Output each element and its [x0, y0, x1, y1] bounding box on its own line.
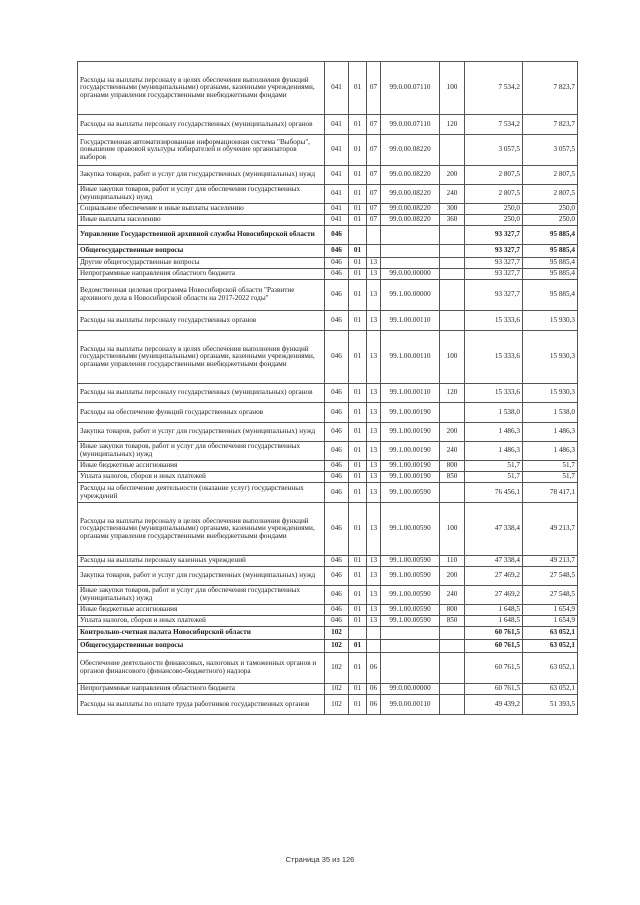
- table-row: [78, 640, 578, 653]
- row-rz: 01: [349, 695, 367, 715]
- row-ved: 046: [325, 384, 349, 403]
- row-rz: 01: [349, 653, 367, 684]
- row-vr: 200: [440, 567, 465, 586]
- row-amount-2: 51 393,5: [523, 695, 578, 715]
- row-csr: 99.0.00.00000: [381, 269, 440, 280]
- row-csr: 99.1.00.00000: [381, 280, 440, 311]
- row-vr: [440, 311, 465, 331]
- row-csr: 99.1.00.00590: [381, 503, 440, 556]
- row-vr: 800: [440, 605, 465, 616]
- row-vr: [440, 258, 465, 269]
- row-ved: 046: [325, 616, 349, 627]
- row-ved: 102: [325, 695, 349, 715]
- row-pr: 13: [367, 586, 381, 605]
- table-row: [78, 605, 578, 616]
- row-name: Общегосударственные вопросы: [78, 640, 325, 653]
- row-amount-1: 76 456,1: [465, 483, 523, 503]
- row-ved: 046: [325, 556, 349, 567]
- row-pr: 13: [367, 503, 381, 556]
- row-rz: 01: [349, 245, 367, 258]
- row-vr: [440, 684, 465, 695]
- row-pr: 13: [367, 472, 381, 483]
- table-row: [78, 226, 578, 245]
- row-pr: 13: [367, 403, 381, 423]
- row-vr: 120: [440, 115, 465, 135]
- row-pr: 06: [367, 695, 381, 715]
- row-rz: 01: [349, 616, 367, 627]
- row-name: Уплата налогов, сборов и иных платежей: [78, 472, 325, 483]
- row-ved: 046: [325, 226, 349, 245]
- row-csr: [381, 653, 440, 684]
- row-name: Расходы на обеспечение деятельности (оказание услуг) государственных учреждений: [78, 483, 325, 503]
- row-name: Непрограммные направления областного бюджета: [78, 684, 325, 695]
- row-name: Закупка товаров, работ и услуг для государственных (муниципальных) нужд: [78, 567, 325, 586]
- row-pr: 13: [367, 567, 381, 586]
- row-rz: 01: [349, 403, 367, 423]
- row-pr: [367, 640, 381, 653]
- row-csr: 99.1.00.00190: [381, 403, 440, 423]
- row-amount-2: 63 052,1: [523, 653, 578, 684]
- row-amount-1: 60 761,5: [465, 684, 523, 695]
- row-csr: 99.0.00.07110: [381, 115, 440, 135]
- row-csr: 99.1.00.00590: [381, 556, 440, 567]
- row-amount-1: 1 648,5: [465, 616, 523, 627]
- row-ved: 046: [325, 605, 349, 616]
- row-amount-2: 95 885,4: [523, 226, 578, 245]
- table-row: [78, 627, 578, 640]
- row-vr: [440, 280, 465, 311]
- row-rz: 01: [349, 269, 367, 280]
- row-csr: [381, 627, 440, 640]
- row-amount-2: 7 823,7: [523, 62, 578, 115]
- row-ved: 041: [325, 166, 349, 185]
- row-amount-1: 1 486,3: [465, 423, 523, 442]
- row-name: Контрольно-счетная палата Новосибирской области: [78, 627, 325, 640]
- row-amount-1: 47 338,4: [465, 556, 523, 567]
- row-vr: [440, 640, 465, 653]
- row-amount-2: 250,0: [523, 215, 578, 226]
- row-amount-2: 1 486,3: [523, 442, 578, 461]
- row-pr: 13: [367, 269, 381, 280]
- row-rz: 01: [349, 567, 367, 586]
- row-vr: 200: [440, 166, 465, 185]
- table-row: [78, 384, 578, 403]
- table-row: [78, 616, 578, 627]
- row-ved: 046: [325, 483, 349, 503]
- row-csr: 99.1.00.00190: [381, 442, 440, 461]
- row-vr: 200: [440, 423, 465, 442]
- row-name: Закупка товаров, работ и услуг для государственных (муниципальных) нужд: [78, 423, 325, 442]
- row-rz: 01: [349, 215, 367, 226]
- row-rz: 01: [349, 461, 367, 472]
- row-pr: 13: [367, 311, 381, 331]
- row-amount-2: 2 807,5: [523, 185, 578, 204]
- row-csr: [381, 640, 440, 653]
- row-rz: [349, 627, 367, 640]
- row-amount-1: 93 327,7: [465, 280, 523, 311]
- row-name: Ведомственная целевая программа Новосибирской области "Развитие архивного дела в Новосибирской области на 2017-2022 годы": [78, 280, 325, 311]
- row-vr: 800: [440, 461, 465, 472]
- row-pr: 07: [367, 115, 381, 135]
- row-pr: 07: [367, 204, 381, 215]
- row-pr: 13: [367, 616, 381, 627]
- row-amount-2: 78 417,1: [523, 483, 578, 503]
- row-vr: 240: [440, 442, 465, 461]
- row-csr: 99.1.00.00590: [381, 586, 440, 605]
- row-rz: 01: [349, 62, 367, 115]
- row-ved: 046: [325, 442, 349, 461]
- row-amount-1: 1 648,5: [465, 605, 523, 616]
- row-pr: 13: [367, 556, 381, 567]
- row-csr: [381, 258, 440, 269]
- row-rz: 01: [349, 605, 367, 616]
- row-pr: 07: [367, 166, 381, 185]
- row-amount-1: 60 761,5: [465, 640, 523, 653]
- row-amount-1: 27 469,2: [465, 567, 523, 586]
- row-csr: 99.0.00.08220: [381, 215, 440, 226]
- table-row: [78, 556, 578, 567]
- table-row: [78, 269, 578, 280]
- row-amount-2: 15 930,3: [523, 331, 578, 384]
- row-name: Иные закупки товаров, работ и услуг для обеспечения государственных (муниципальных) нужд: [78, 185, 325, 204]
- row-name: Социальное обеспечение и иные выплаты населению: [78, 204, 325, 215]
- row-name: Расходы на выплаты персоналу государственных (муниципальных) органов: [78, 115, 325, 135]
- row-amount-1: 51,7: [465, 461, 523, 472]
- row-name: Иные выплаты населению: [78, 215, 325, 226]
- row-amount-2: 95 885,4: [523, 245, 578, 258]
- row-pr: [367, 627, 381, 640]
- row-ved: 041: [325, 62, 349, 115]
- table-row: [78, 245, 578, 258]
- row-name: Расходы на выплаты персоналу казенных учреждений: [78, 556, 325, 567]
- row-amount-1: 3 057,5: [465, 135, 523, 166]
- row-csr: 99.1.00.00590: [381, 605, 440, 616]
- row-ved: 041: [325, 215, 349, 226]
- row-vr: [440, 135, 465, 166]
- row-vr: [440, 403, 465, 423]
- row-name: Непрограммные направления областного бюджета: [78, 269, 325, 280]
- row-rz: 01: [349, 684, 367, 695]
- row-vr: [440, 226, 465, 245]
- row-amount-1: 60 761,5: [465, 653, 523, 684]
- row-csr: 99.1.00.00590: [381, 483, 440, 503]
- row-amount-2: 51,7: [523, 472, 578, 483]
- row-rz: 01: [349, 472, 367, 483]
- budget-table-body: [78, 62, 578, 715]
- row-ved: 046: [325, 503, 349, 556]
- row-name: Расходы на выплаты персоналу государственных органов: [78, 311, 325, 331]
- table-row: [78, 331, 578, 384]
- row-amount-2: 51,7: [523, 461, 578, 472]
- row-rz: 01: [349, 556, 367, 567]
- row-amount-1: 7 534,2: [465, 62, 523, 115]
- table-row: [78, 567, 578, 586]
- row-name: Иные бюджетные ассигнования: [78, 605, 325, 616]
- budget-table: [77, 61, 578, 715]
- row-name: Иные бюджетные ассигнования: [78, 461, 325, 472]
- row-amount-1: 250,0: [465, 204, 523, 215]
- table-row: [78, 62, 578, 115]
- row-ved: 102: [325, 627, 349, 640]
- row-ved: 102: [325, 684, 349, 695]
- row-pr: 13: [367, 442, 381, 461]
- table-row: [78, 503, 578, 556]
- row-amount-2: 15 930,3: [523, 311, 578, 331]
- row-vr: 240: [440, 586, 465, 605]
- row-pr: 13: [367, 280, 381, 311]
- row-amount-2: 95 885,4: [523, 269, 578, 280]
- row-amount-1: 7 534,2: [465, 115, 523, 135]
- row-amount-2: 27 548,5: [523, 586, 578, 605]
- row-ved: 046: [325, 567, 349, 586]
- row-pr: 13: [367, 483, 381, 503]
- row-vr: 360: [440, 215, 465, 226]
- table-row: [78, 684, 578, 695]
- table-row: [78, 215, 578, 226]
- row-vr: 100: [440, 62, 465, 115]
- row-amount-1: 15 333,6: [465, 311, 523, 331]
- table-row: [78, 423, 578, 442]
- row-rz: 01: [349, 166, 367, 185]
- row-amount-2: 49 213,7: [523, 503, 578, 556]
- row-ved: 046: [325, 423, 349, 442]
- table-row: [78, 280, 578, 311]
- row-ved: 041: [325, 185, 349, 204]
- row-name: Расходы на выплаты персоналу в целях обеспечения выполнения функций государственными (муниципальными) органами, казенными учреждениями, органами управления государственными внебюджетными фондами: [78, 503, 325, 556]
- table-row: [78, 115, 578, 135]
- row-ved: 046: [325, 258, 349, 269]
- row-rz: 01: [349, 331, 367, 384]
- row-amount-2: 3 057,5: [523, 135, 578, 166]
- row-pr: 07: [367, 215, 381, 226]
- row-ved: 046: [325, 269, 349, 280]
- row-amount-2: 63 052,1: [523, 684, 578, 695]
- row-vr: 240: [440, 185, 465, 204]
- row-csr: 99.1.00.00590: [381, 616, 440, 627]
- row-name: Другие общегосударственные вопросы: [78, 258, 325, 269]
- row-amount-2: 15 930,3: [523, 384, 578, 403]
- row-ved: 046: [325, 245, 349, 258]
- page-number: Страница 35 из 126: [285, 855, 355, 864]
- row-amount-1: 250,0: [465, 215, 523, 226]
- row-rz: 01: [349, 185, 367, 204]
- row-name: Государственная автоматизированная информационная система "Выборы", повышение правовой культуры избирателей и обучение организаторов выборов: [78, 135, 325, 166]
- row-vr: 110: [440, 556, 465, 567]
- row-name: Обеспечение деятельности финансовых, налоговых и таможенных органов и органов финансового (финансово-бюджетного) надзора: [78, 653, 325, 684]
- row-amount-1: 47 338,4: [465, 503, 523, 556]
- row-name: Закупка товаров, работ и услуг для государственных (муниципальных) нужд: [78, 166, 325, 185]
- row-vr: 850: [440, 472, 465, 483]
- row-name: Расходы на выплаты персоналу в целях обеспечения выполнения функций государственными (муниципальными) органами, казенными учреждениями, органами управления государственными внебюджетными фондами: [78, 331, 325, 384]
- row-amount-2: 2 807,5: [523, 166, 578, 185]
- row-rz: 01: [349, 384, 367, 403]
- row-rz: 01: [349, 442, 367, 461]
- row-ved: 046: [325, 280, 349, 311]
- row-pr: 13: [367, 423, 381, 442]
- row-vr: [440, 245, 465, 258]
- row-name: Расходы на выплаты персоналу в целях обеспечения выполнения функций государственными (муниципальными) органами, казенными учреждениями, органами управления государственными внебюджетными фондами: [78, 62, 325, 115]
- row-csr: 99.0.00.00110: [381, 695, 440, 715]
- row-pr: 07: [367, 135, 381, 166]
- row-csr: 99.0.00.08220: [381, 166, 440, 185]
- row-rz: 01: [349, 135, 367, 166]
- row-rz: 01: [349, 115, 367, 135]
- row-vr: [440, 653, 465, 684]
- row-amount-2: 95 885,4: [523, 280, 578, 311]
- row-amount-1: 93 327,7: [465, 258, 523, 269]
- table-row: [78, 204, 578, 215]
- row-rz: 01: [349, 423, 367, 442]
- row-ved: 041: [325, 115, 349, 135]
- row-name: Расходы на выплаты персоналу государственных (муниципальных) органов: [78, 384, 325, 403]
- row-amount-1: 93 327,7: [465, 245, 523, 258]
- table-row: [78, 461, 578, 472]
- row-pr: 13: [367, 461, 381, 472]
- row-amount-1: 1 486,3: [465, 442, 523, 461]
- row-vr: 100: [440, 331, 465, 384]
- row-amount-1: 51,7: [465, 472, 523, 483]
- table-row: [78, 311, 578, 331]
- table-row: [78, 258, 578, 269]
- row-amount-2: 27 548,5: [523, 567, 578, 586]
- table-row: [78, 653, 578, 684]
- row-amount-2: 49 213,7: [523, 556, 578, 567]
- row-amount-2: 250,0: [523, 204, 578, 215]
- row-vr: [440, 627, 465, 640]
- row-pr: 07: [367, 62, 381, 115]
- row-csr: [381, 226, 440, 245]
- row-vr: 300: [440, 204, 465, 215]
- row-csr: 99.0.00.08220: [381, 185, 440, 204]
- row-rz: 01: [349, 311, 367, 331]
- row-amount-2: 1 654,9: [523, 616, 578, 627]
- row-csr: 99.1.00.00190: [381, 472, 440, 483]
- row-amount-2: 1 538,0: [523, 403, 578, 423]
- table-row: [78, 403, 578, 423]
- row-vr: 120: [440, 384, 465, 403]
- row-ved: 046: [325, 472, 349, 483]
- row-ved: 046: [325, 586, 349, 605]
- row-pr: 13: [367, 384, 381, 403]
- row-amount-1: 49 439,2: [465, 695, 523, 715]
- row-pr: 13: [367, 331, 381, 384]
- row-name: Иные закупки товаров, работ и услуг для обеспечения государственных (муниципальных) нужд: [78, 586, 325, 605]
- row-pr: 06: [367, 653, 381, 684]
- row-ved: 041: [325, 135, 349, 166]
- row-amount-1: 60 761,5: [465, 627, 523, 640]
- row-vr: [440, 269, 465, 280]
- row-csr: 99.1.00.00110: [381, 331, 440, 384]
- row-rz: 01: [349, 586, 367, 605]
- row-ved: 046: [325, 331, 349, 384]
- row-vr: [440, 695, 465, 715]
- row-name: Общегосударственные вопросы: [78, 245, 325, 258]
- row-rz: 01: [349, 204, 367, 215]
- row-amount-2: 63 052,1: [523, 640, 578, 653]
- row-csr: [381, 245, 440, 258]
- row-name: Управление Государственной архивной службы Новосибирской области: [78, 226, 325, 245]
- row-csr: 99.1.00.00590: [381, 567, 440, 586]
- table-row: [78, 472, 578, 483]
- row-csr: 99.0.00.07110: [381, 62, 440, 115]
- row-csr: 99.1.00.00110: [381, 384, 440, 403]
- row-csr: 99.1.00.00110: [381, 311, 440, 331]
- row-ved: 046: [325, 403, 349, 423]
- row-ved: 102: [325, 653, 349, 684]
- row-amount-1: 2 807,5: [465, 185, 523, 204]
- row-vr: 850: [440, 616, 465, 627]
- table-row: [78, 695, 578, 715]
- row-amount-1: 93 327,7: [465, 269, 523, 280]
- row-vr: [440, 483, 465, 503]
- table-row: [78, 442, 578, 461]
- row-pr: [367, 245, 381, 258]
- row-ved: 046: [325, 461, 349, 472]
- table-row: [78, 586, 578, 605]
- row-rz: 01: [349, 280, 367, 311]
- row-ved: 041: [325, 204, 349, 215]
- row-ved: 102: [325, 640, 349, 653]
- row-amount-1: 27 469,2: [465, 586, 523, 605]
- row-csr: 99.0.00.08220: [381, 135, 440, 166]
- table-row: [78, 483, 578, 503]
- row-csr: 99.0.00.00000: [381, 684, 440, 695]
- row-pr: 06: [367, 684, 381, 695]
- row-name: Расходы на обеспечение функций государственных органов: [78, 403, 325, 423]
- row-amount-2: 1 486,3: [523, 423, 578, 442]
- row-rz: 01: [349, 483, 367, 503]
- row-amount-1: 15 333,6: [465, 331, 523, 384]
- row-rz: 01: [349, 640, 367, 653]
- table-row: [78, 135, 578, 166]
- row-amount-2: 7 823,7: [523, 115, 578, 135]
- row-rz: 01: [349, 258, 367, 269]
- row-pr: [367, 226, 381, 245]
- row-name: Расходы на выплаты по оплате труда работников государственных органов: [78, 695, 325, 715]
- table-row: [78, 185, 578, 204]
- row-name: Иные закупки товаров, работ и услуг для обеспечения государственных (муниципальных) нужд: [78, 442, 325, 461]
- row-vr: 100: [440, 503, 465, 556]
- row-amount-1: 15 333,6: [465, 384, 523, 403]
- row-ved: 046: [325, 311, 349, 331]
- row-csr: 99.1.00.00190: [381, 423, 440, 442]
- row-rz: [349, 226, 367, 245]
- row-csr: 99.0.00.08220: [381, 204, 440, 215]
- row-pr: 13: [367, 605, 381, 616]
- row-name: Уплата налогов, сборов и иных платежей: [78, 616, 325, 627]
- row-amount-2: 1 654,9: [523, 605, 578, 616]
- row-amount-2: 95 885,4: [523, 258, 578, 269]
- row-rz: 01: [349, 503, 367, 556]
- row-pr: 13: [367, 258, 381, 269]
- row-amount-2: 63 052,1: [523, 627, 578, 640]
- table-row: [78, 166, 578, 185]
- row-pr: 07: [367, 185, 381, 204]
- row-amount-1: 1 538,0: [465, 403, 523, 423]
- row-amount-1: 2 807,5: [465, 166, 523, 185]
- row-amount-1: 93 327,7: [465, 226, 523, 245]
- row-csr: 99.1.00.00190: [381, 461, 440, 472]
